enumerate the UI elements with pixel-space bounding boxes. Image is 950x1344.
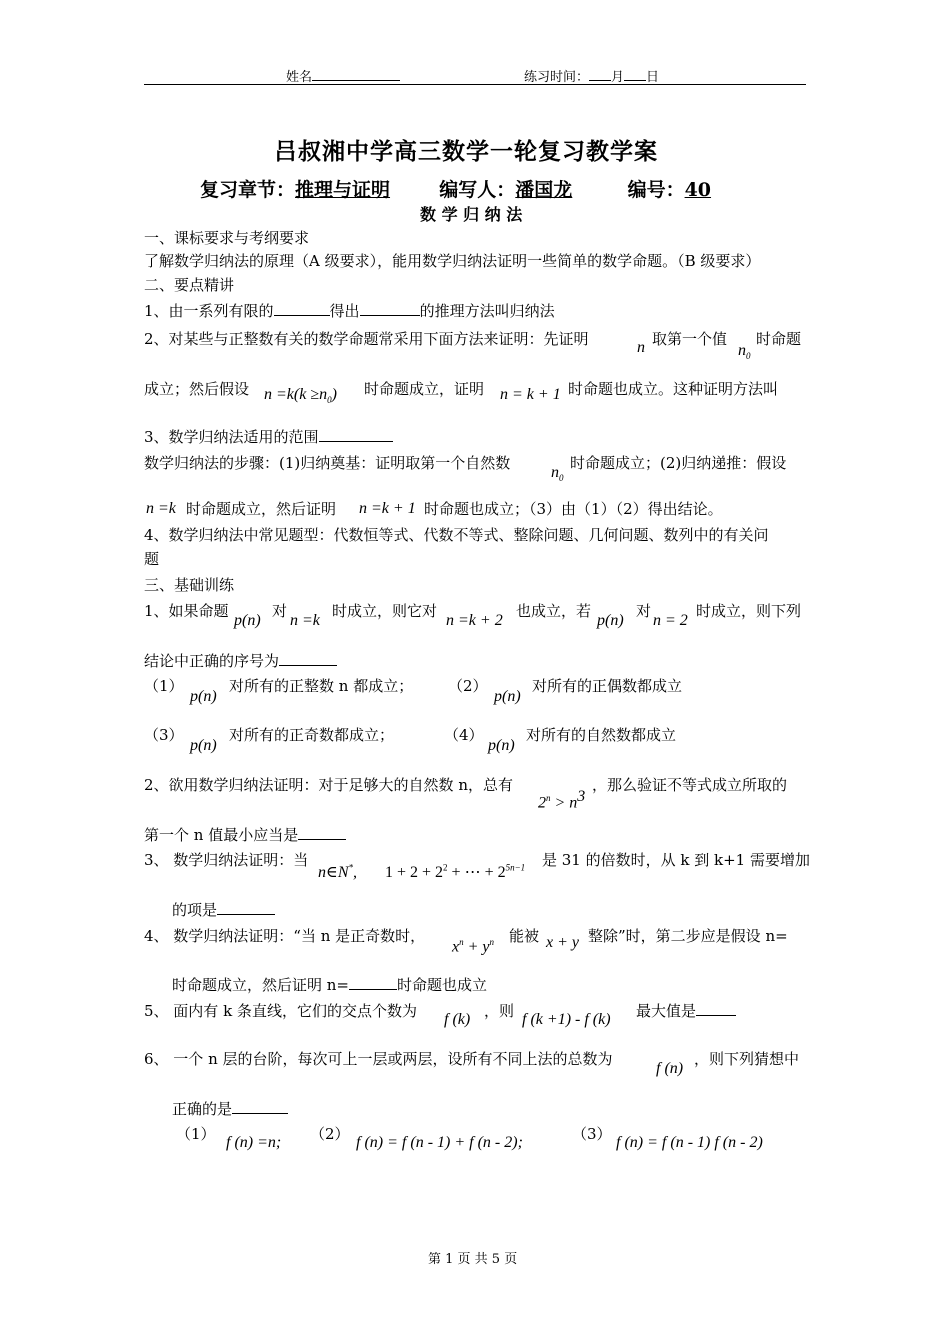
option-2-num: （2）: [448, 677, 488, 695]
point-4-line-1: 4、数学归纳法中常见题型：代数恒等式、代数不等式、整除问题、几何问题、数列中的有关问: [144, 526, 769, 544]
math-pn-1: p(n): [234, 612, 261, 629]
ex1-e: 对: [636, 602, 652, 620]
steps-line-1b: 时命题成立；(2)归纳递推：假设: [570, 454, 787, 472]
section-1-title: 一、课标要求与考纲要求: [144, 229, 310, 247]
steps-line-1a: 数学归纳法的步骤：(1)归纳奠基：证明取第一个自然数: [144, 454, 511, 472]
math-sum: $1 + 2 + 2^2$ + ⋯ + $2^{5n-1}$: [385, 862, 526, 881]
math-fk1-minus-fk: f (k +1) - f (k): [522, 1011, 611, 1028]
ex3-c: 的项是: [172, 900, 275, 920]
ex4-c: 整除”时，第二步应是假设 n=: [588, 927, 788, 945]
math-n: n: [637, 339, 645, 356]
math-x-plus-y: x + y: [546, 934, 580, 951]
option-3-text: 对所有的正奇数都成立；: [229, 726, 395, 744]
math-n-eq-k-plus-1: n = k + 1: [500, 386, 561, 403]
ex6-b: ，则下列猜想中: [694, 1050, 800, 1068]
subtitle-line: 复习章节：推理与证明 编写人：潘国龙 编号：40: [200, 179, 712, 201]
math-fk: f (k): [444, 1011, 471, 1028]
option-2-text: 对所有的正偶数都成立: [532, 677, 683, 695]
math-2n-gt-n3: $2^n > n^3$: [538, 788, 586, 812]
math-n-eq-k: $n =k(k \ge n_0)$: [264, 386, 337, 406]
practice-time-label: 练习时间： 月 日: [524, 66, 659, 85]
math-guess-2: f (n) = f (n - 1) + f (n - 2);: [356, 1134, 523, 1151]
guess-1-num: （1）: [176, 1125, 216, 1143]
math-pn-o2: p(n): [494, 688, 521, 705]
point-4-line-2: 题: [144, 550, 160, 568]
point-1: 1、由一系列有限的 得出 的推理方法叫归纳法: [144, 302, 555, 320]
math-n0: $n_0$: [738, 342, 751, 362]
ex4-d: 时命题成立，然后证明 n= 时命题也成立: [172, 976, 488, 994]
option-3-num: （3）: [144, 726, 184, 744]
point-3: 3、数学归纳法适用的范围: [144, 427, 393, 447]
math-pn-o3: p(n): [190, 737, 217, 754]
point-2-first-value: 取第一个值: [652, 330, 728, 348]
math-n-eq-k1-steps: n =k + 1: [359, 500, 416, 517]
option-1-num: （1）: [144, 677, 184, 695]
ex4-b: 能被: [509, 927, 540, 945]
ex1-c: 时成立，则它对: [332, 602, 438, 620]
page-footer: 第 1 页 共 5 页: [428, 1252, 518, 1267]
ex1-f: 时成立，则下列: [696, 602, 802, 620]
topic-heading: 数 学 归 纳 法: [420, 205, 523, 224]
steps-line-2b: 时命题也成立；（3）由（1）（2）得出结论。: [424, 500, 723, 518]
math-pn-2: p(n): [597, 612, 624, 629]
option-4-text: 对所有的自然数都成立: [526, 726, 677, 744]
section-2-title: 二、要点精讲: [144, 276, 235, 294]
ex5-c: 最大值是: [636, 1001, 736, 1021]
point-2-line-2a: 成立；然后假设: [144, 380, 250, 398]
steps-line-2a: 时命题成立，然后证明: [186, 500, 337, 518]
section-3-title: 三、基础训练: [144, 576, 235, 594]
ex1-g: 结论中正确的序号为: [144, 651, 337, 671]
math-guess-1: f (n) =n;: [226, 1134, 282, 1151]
math-n-eq-2: n = 2: [653, 612, 688, 629]
ex6-c: 正确的是: [172, 1099, 288, 1119]
header-rule: [144, 84, 806, 85]
point-2-line-1: 2、对某些与正整数有关的数学命题常采用下面方法来证明：先证明: [144, 330, 589, 348]
ex2-b: ，那么验证不等式成立所取的: [592, 776, 788, 794]
guess-3-num: （3）: [572, 1125, 612, 1143]
name-label: 姓名: [286, 66, 400, 85]
ex2-a: 2、欲用数学归纳法证明：对于足够大的自然数 n，总有: [144, 776, 513, 794]
math-n-eq-k-ex1: n =k: [290, 612, 320, 629]
ex6-a: 6、 一个 n 层的台阶，每次可上一层或两层，设所有不同上法的总数为: [144, 1050, 613, 1068]
math-n-in-N: n∈N*,: [318, 862, 358, 881]
guess-2-num: （2）: [310, 1125, 350, 1143]
page-title: 吕叔湘中学高三数学一轮复习教学案: [274, 138, 658, 165]
ex4-a: 4、 数学归纳法证明：“当 n 是正奇数时，: [144, 927, 426, 945]
ex5-b: ，则: [484, 1002, 515, 1020]
point-2-line-2b: 时命题成立，证明: [364, 380, 485, 398]
math-fn: f (n): [656, 1060, 684, 1077]
math-n-eq-k2: n =k + 2: [446, 612, 503, 629]
ex1-d: 也成立，若: [516, 602, 592, 620]
math-n-eq-k-steps: n =k: [146, 500, 176, 517]
ex5-a: 5、 面内有 k 条直线，它们的交点个数为: [144, 1002, 417, 1020]
point-2-suffix: 时命题: [756, 330, 802, 348]
math-n0-steps: $n_0$: [551, 464, 564, 484]
math-pn-o1: p(n): [190, 688, 217, 705]
ex2-c: 第一个 n 值最小应当是: [144, 825, 346, 845]
ex1-b: 对: [272, 602, 288, 620]
ex3-a: 3、 数学归纳法证明：当: [144, 851, 309, 869]
option-4-num: （4）: [444, 726, 484, 744]
point-2-line-2c: 时命题也成立。这种证明方法叫: [568, 380, 779, 398]
section-1-text: 了解数学归纳法的原理（A 级要求），能用数学归纳法证明一些简单的数学命题。（B 级要求）: [144, 252, 761, 270]
ex3-b: 是 31 的倍数时，从 k 到 k+1 需要增加: [542, 851, 810, 869]
option-1-text: 对所有的正整数 n 都成立；: [229, 677, 414, 695]
math-xn-yn: $x^n + y^n$: [452, 937, 495, 956]
math-guess-3: f (n) = f (n - 1) f (n - 2): [616, 1134, 763, 1151]
ex1-a: 1、如果命题: [144, 602, 229, 620]
math-pn-o4: p(n): [488, 737, 515, 754]
